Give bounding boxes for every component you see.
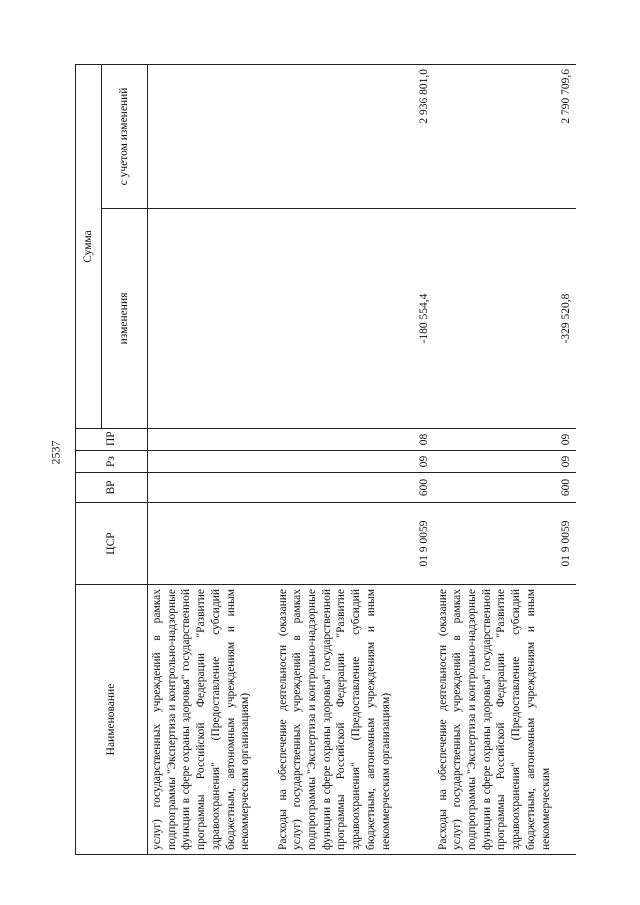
header-change: изменения — [102, 209, 148, 429]
table-row — [148, 64, 274, 854]
page-number-text: 2537 — [48, 440, 63, 464]
row-csr: 01 9 0059 — [434, 503, 576, 585]
header-sum: Сумма — [76, 64, 102, 428]
row-csr — [148, 503, 274, 585]
row-pr: 08 — [274, 429, 434, 451]
row-vr: 600 — [274, 473, 434, 503]
page-number — [42, 438, 70, 466]
header-vr: ВР — [76, 473, 148, 503]
header-rz: Рз — [76, 451, 148, 473]
row-change: -329 520,8 — [434, 209, 576, 429]
row-change: -180 554,4 — [274, 209, 434, 429]
header-pr: ПР — [76, 429, 148, 451]
budget-sheet — [75, 65, 575, 855]
row-total: 2 936 801,0 — [274, 64, 434, 208]
header-csr: ЦСР — [76, 503, 148, 585]
row-name: услуг) государственных учреждений в рамках подпрограммы "Экспертиза и контрольно-надзорные функции в сфере охраны здоровья" государственной программы Российской Федерации "Развитие здравоохранения" (Предоставление субсидий бюджетным, автономным учреждениям и иным некоммерческим организациям) — [148, 585, 274, 855]
row-total — [148, 64, 274, 208]
row-name: Расходы на обеспечение деятельности (оказание услуг) государственных учреждений в рамках подпрограммы "Экспертиза и контрольно-надзорные функции в сфере охраны здоровья" государственной программы Российской Федерации "Развитие здравоохранения" (Предоставление субсидий бюджетным, автономным учреждениям и иным некоммерческим организациям) — [274, 585, 434, 855]
row-pr: 09 — [434, 429, 576, 451]
row-name: Расходы на обеспечение деятельности (оказание услуг) государственных учреждений в рамках подпрограммы "Экспертиза и контрольно-надзорные функции в сфере охраны здоровья" государственной программы Российской Федерации "Развитие здравоохранения" (Предоставление субсидий бюджетным, автономным учреждениям и иным некоммерческим — [434, 585, 576, 855]
row-pr — [148, 429, 274, 451]
row-rz: 09 — [434, 451, 576, 473]
table-row — [434, 64, 576, 854]
row-total: 2 790 709,6 — [434, 64, 576, 208]
budget-table — [75, 64, 576, 855]
row-vr: 600 — [434, 473, 576, 503]
header-with-changes: с учетом изменений — [102, 64, 148, 208]
row-vr — [148, 473, 274, 503]
table-frame — [75, 65, 575, 855]
table-row — [274, 64, 434, 854]
row-change — [148, 209, 274, 429]
row-csr: 01 9 0059 — [274, 503, 434, 585]
header-name: Наименование — [76, 585, 148, 855]
row-rz — [148, 451, 274, 473]
row-rz: 09 — [274, 451, 434, 473]
